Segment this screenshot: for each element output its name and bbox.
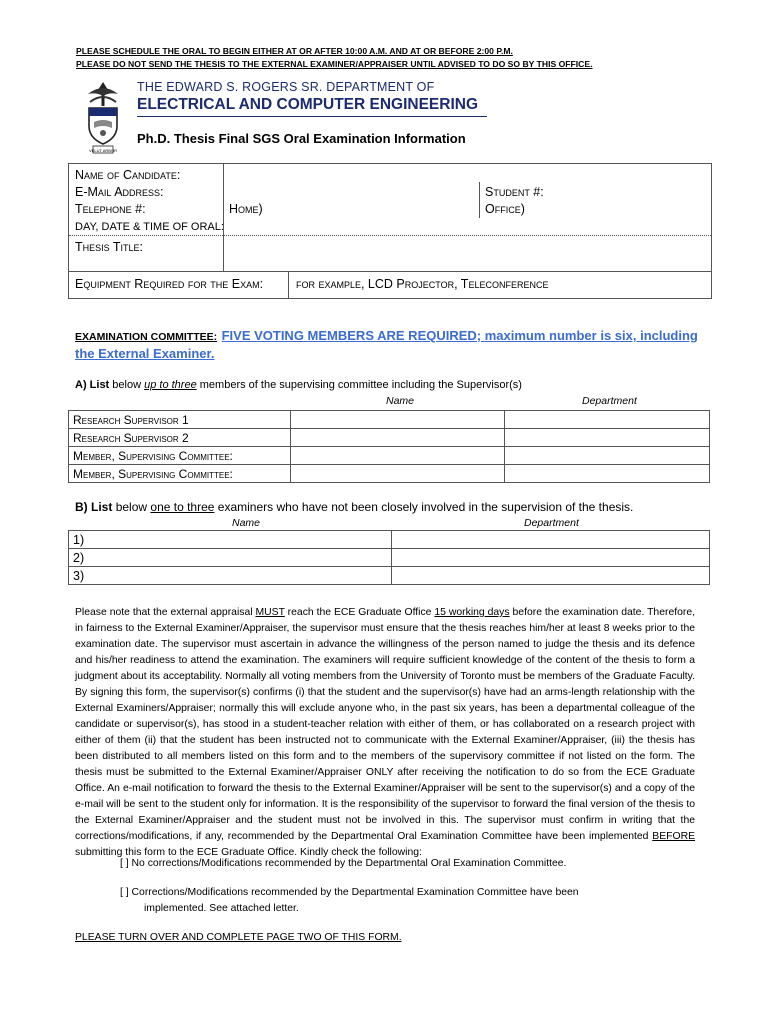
table-row — [69, 465, 710, 483]
department-cell[interactable] — [505, 447, 710, 465]
committee-label: EXAMINATION COMMITTEE: — [75, 331, 218, 343]
table-row — [69, 567, 710, 585]
department-underline — [137, 116, 487, 117]
name-cell[interactable] — [291, 465, 505, 483]
notice-schedule: PLEASE SCHEDULE THE ORAL TO BEGIN EITHER AT OR AFTER 10:00 A.M. AND AT OR BEFORE 2:00 P.M. — [76, 46, 513, 56]
row-label: Research Supervisor 2 — [69, 429, 291, 447]
supervising-committee-table — [68, 410, 710, 483]
committee-requirement: FIVE VOTING MEMBERS ARE REQUIRED; maximum number is six, including the External Examiner. — [75, 328, 698, 361]
student-number-label: Student #: — [485, 185, 544, 199]
thesis-title-label: Thesis Title: — [75, 240, 144, 254]
name-cell[interactable] — [291, 447, 505, 465]
department-line-2: ELECTRICAL AND COMPUTER ENGINEERING — [137, 96, 479, 113]
form-title: Ph.D. Thesis Final SGS Oral Examination Information — [137, 131, 466, 146]
telephone-label: Telephone #: — [75, 202, 146, 216]
table-row — [69, 549, 710, 567]
checkbox-corrections-implemented[interactable]: [ ] Corrections/Modifications recommended by the Departmental Examination Committee have been — [120, 887, 579, 898]
department-cell[interactable] — [505, 465, 710, 483]
row-label: Member, Supervising Committee: — [69, 447, 291, 465]
crest-banner-text: VELUT ARBOR — [89, 148, 117, 153]
instructions-paragraph: Please note that the external appraisal MUST reach the ECE Graduate Office 15 working days before the examination date. Therefore, in fairness to the External Examiner/Appraiser, the supervisor must ensure that the thesis reaches him/her at least 8 weeks prior to the examination date. The supervisor must ascertain in advance the willingness of the person named to judge the thesis and its defence and his/her readiness to attend the examination. The examiners will require sufficient knowledge of the content of the thesis to form a judgment about its acceptability. Normally all voting members from the University of Toronto must be members of the Graduate Faculty. By signing this form, the supervisor(s) confirms (i) that the student and the supervisor(s) have had an arms-length relationship with the External Examiners/Appraiser; normally this will exclude anyone who, in the past six years, has been a departmental colleague of the candidate or supervisor(s), has stood in a student-teacher relation with either of them, or has collaborated on a research project with either of them (ii) that the student has been instructed not to communicate with the External Examiner/Appraiser, (iii) the thesis has been distributed to all members listed on this form and to the members of the supervisory committee if not listed on the form. The thesis must be submitted to the External Examiner/Appraiser ONLY after receiving the notification to do so from the ECE Graduate Office. An e-mail notification to forward the thesis to the External Examiner/Appraiser will be sent to the supervisor(s) and a copy of the e-mail will be sent to the student only for information. It is the responsibility of the supervisor to forward the final version of the thesis to the External Examiner/Appraiser and the student must not be involved in this. The supervisor must confirm in writing that the corrections/modifications, if any, recommended by the Departmental Oral Examination Committee have been implemented BEFORE submitting this form to the ECE Graduate Office. Kindly check the following: — [75, 607, 696, 858]
notice-thesis: PLEASE DO NOT SEND THE THESIS TO THE EXTERNAL EXAMINER/APPRAISER UNTIL ADVISED TO DO SO BY THIS OFFICE. — [76, 59, 593, 69]
oral-date-label: DAY, DATE & TIME OF ORAL: — [75, 221, 224, 233]
section-a-department-header: Department — [582, 395, 637, 407]
row-label: 3) — [69, 567, 392, 585]
home-phone-label: Home) — [229, 202, 263, 216]
department-cell[interactable] — [392, 531, 710, 549]
section-a-name-header: Name — [386, 395, 415, 407]
table-row — [69, 429, 710, 447]
row-label: Member, Supervising Committee: — [69, 465, 291, 483]
email-label: E-Mail Address: — [75, 185, 164, 199]
external-examiners-table — [68, 530, 710, 585]
department-cell[interactable] — [505, 429, 710, 447]
university-crest-logo — [80, 78, 126, 156]
table-row — [69, 447, 710, 465]
department-cell[interactable] — [392, 549, 710, 567]
equipment-example: for example, LCD Projector, Teleconference — [296, 277, 549, 291]
footer-note: PLEASE TURN OVER AND COMPLETE PAGE TWO OF THIS FORM. — [75, 932, 402, 943]
committee-note — [75, 327, 705, 363]
table-row — [69, 531, 710, 549]
section-b-name-header: Name — [232, 517, 261, 529]
checkbox-no-corrections[interactable]: [ ] No corrections/Modifications recommended by the Departmental Oral Examination Committee. — [120, 858, 567, 869]
candidate-name-label: Name of Candidate: — [75, 168, 181, 182]
section-b-instructions: B) List below one to three examiners who have not been closely involved in the supervision of the thesis. — [75, 500, 634, 514]
equipment-label: Equipment Required for the Exam: — [75, 277, 264, 291]
row-label: Research Supervisor 1 — [69, 411, 291, 429]
department-line-1: THE EDWARD S. ROGERS SR. DEPARTMENT OF — [137, 80, 435, 94]
section-b-department-header: Department — [524, 517, 579, 529]
name-cell[interactable] — [291, 411, 505, 429]
row-label: 1) — [69, 531, 392, 549]
section-a-instructions: A) List below up to three members of the supervising committee including the Supervisor(s) — [75, 379, 522, 391]
checkbox-corrections-implemented-cont: implemented. See attached letter. — [144, 903, 299, 914]
table-row — [69, 411, 710, 429]
name-cell[interactable] — [291, 429, 505, 447]
row-label: 2) — [69, 549, 392, 567]
department-cell[interactable] — [505, 411, 710, 429]
office-phone-label: Office) — [485, 202, 525, 216]
department-cell[interactable] — [392, 567, 710, 585]
candidate-info-box — [68, 163, 712, 299]
